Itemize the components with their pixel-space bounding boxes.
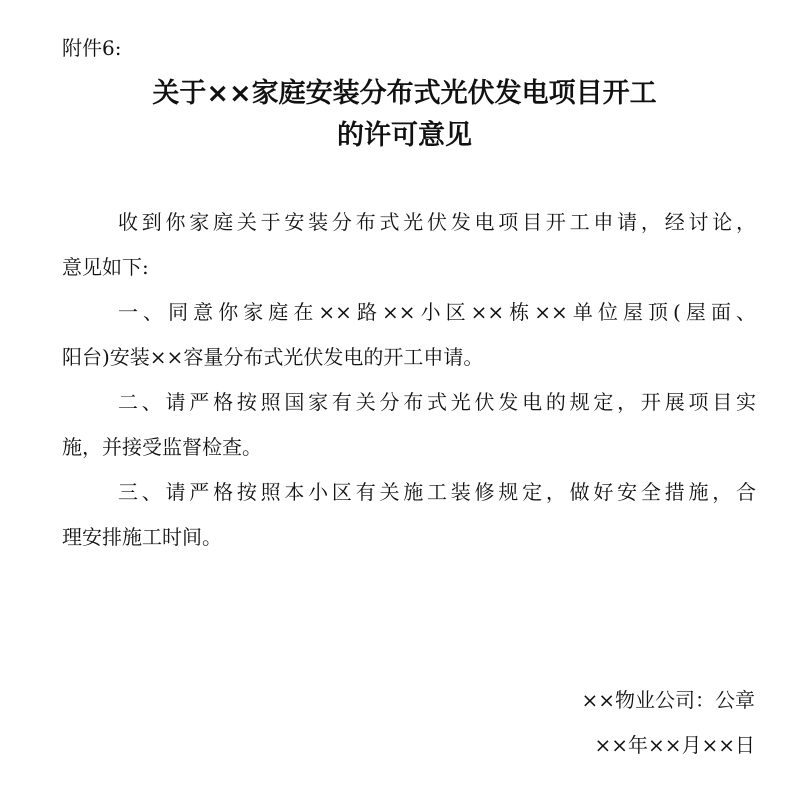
intro-line-2: 意见如下: xyxy=(62,255,149,279)
item-3-line-2: 理安排施工时间。 xyxy=(62,525,222,549)
item-1-line-1: 一、同意你家庭在××路××小区××栋××单位屋顶(屋面、 xyxy=(118,300,756,324)
item-3-line-1: 三、请严格按照本小区有关施工装修规定，做好安全措施，合 xyxy=(118,480,756,504)
item-1-line-2: 阳台)安装××容量分布式光伏发电的开工申请。 xyxy=(62,345,484,369)
signature-company-seal: ××物业公司：公章 xyxy=(581,688,755,712)
document-title-line-1: 关于××家庭安装分布式光伏发电项目开工 xyxy=(152,78,657,109)
signature-date: ××年××月××日 xyxy=(594,733,755,757)
document-title-line-2: 的许可意见 xyxy=(337,120,472,151)
attachment-label: 附件6: xyxy=(62,36,122,60)
item-2-line-1: 二、请严格按照国家有关分布式光伏发电的规定，开展项目实 xyxy=(118,390,756,414)
document-body xyxy=(62,200,756,560)
item-2-line-2: 施，并接受监督检查。 xyxy=(62,435,262,459)
intro-line-1: 收到你家庭关于安装分布式光伏发电项目开工申请，经讨论， xyxy=(118,210,756,234)
